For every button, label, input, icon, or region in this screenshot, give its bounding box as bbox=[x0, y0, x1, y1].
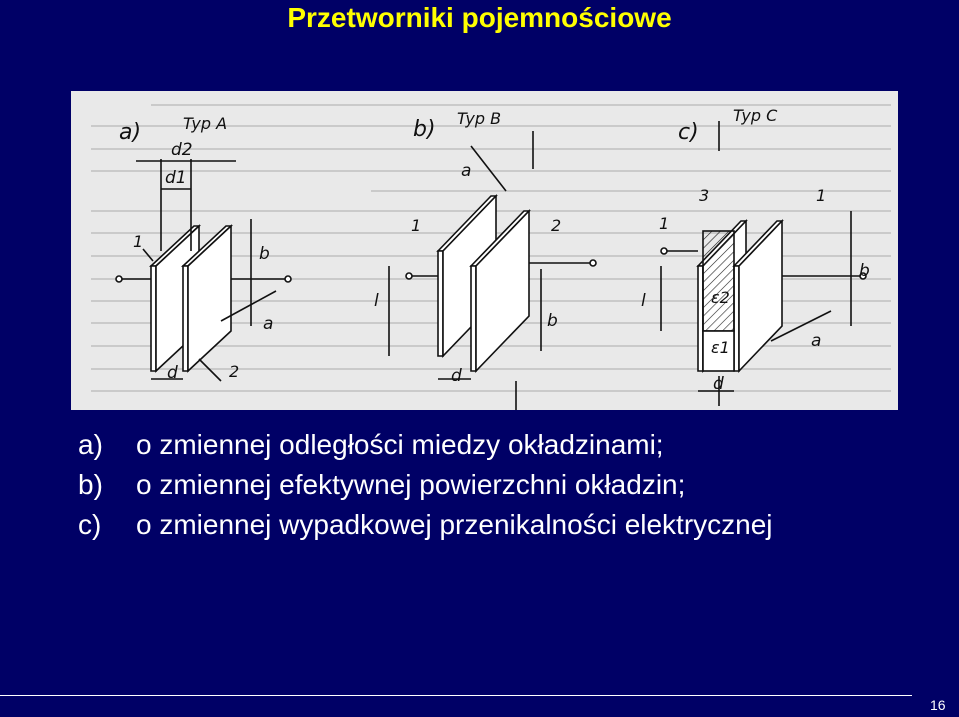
panel-a-part-2: 2 bbox=[229, 362, 240, 381]
list-item bbox=[78, 505, 773, 545]
panel-a-part-1: 1 bbox=[133, 232, 144, 251]
panel-a-dim-d: d bbox=[167, 363, 178, 383]
list-item-marker: b) bbox=[78, 469, 103, 500]
list-item-text: o zmiennej wypadkowej przenikalności elektrycznej bbox=[136, 509, 773, 540]
capacitor-diagram-figure bbox=[71, 91, 898, 410]
panel-b-dim-l: l bbox=[374, 291, 379, 311]
list-item bbox=[78, 425, 773, 465]
panel-b-label: b) bbox=[413, 117, 436, 142]
panel-c-epsilon-2: ε2 bbox=[711, 288, 730, 307]
panel-b-dim-a: a bbox=[461, 161, 472, 181]
list-item bbox=[78, 465, 773, 505]
panel-c-type-label: Typ C bbox=[733, 106, 778, 125]
panel-c-part-1-right: 1 bbox=[816, 186, 827, 205]
panel-b-dim-d: d bbox=[451, 366, 462, 386]
list-item-marker: a) bbox=[78, 429, 103, 460]
capacitor-diagram bbox=[71, 91, 898, 410]
panel-a-dim-b: b bbox=[259, 244, 270, 264]
list-item-marker: c) bbox=[78, 509, 102, 540]
panel-c-part-3: 3 bbox=[699, 186, 710, 205]
list-item-text: o zmiennej odległości miedzy okładzinami; bbox=[136, 429, 664, 460]
list-item-text: o zmiennej efektywnej powierzchni okładzin; bbox=[136, 469, 686, 500]
panel-a-dim-a: a bbox=[263, 314, 274, 334]
transducer-types-list bbox=[78, 425, 773, 545]
panel-c-dim-l: l bbox=[641, 291, 646, 311]
panel-b-part-2: 2 bbox=[551, 216, 562, 235]
panel-a-dim-d1: d1 bbox=[165, 168, 187, 188]
slide-title: Przetworniki pojemnościowe bbox=[287, 2, 672, 33]
panel-c-dim-d: d bbox=[713, 374, 724, 394]
panel-c-epsilon-1: ε1 bbox=[711, 338, 730, 357]
panel-a-label: a) bbox=[119, 120, 142, 145]
panel-c-label: c) bbox=[678, 120, 699, 145]
panel-a-dim-d2: d2 bbox=[171, 140, 193, 160]
panel-c bbox=[661, 121, 866, 406]
panel-b-dim-b: b bbox=[547, 311, 558, 331]
page-number: 16 bbox=[930, 697, 946, 713]
panel-c-dim-a: a bbox=[811, 331, 822, 351]
panel-a bbox=[116, 159, 291, 381]
panel-c-part-1-left: 1 bbox=[659, 214, 670, 233]
panel-b-type-label: Typ B bbox=[457, 109, 502, 128]
footer-divider bbox=[0, 695, 912, 696]
panel-c-dim-b: b bbox=[859, 261, 870, 281]
panel-a-type-label: Typ A bbox=[183, 114, 228, 133]
panel-b-part-1: 1 bbox=[411, 216, 422, 235]
